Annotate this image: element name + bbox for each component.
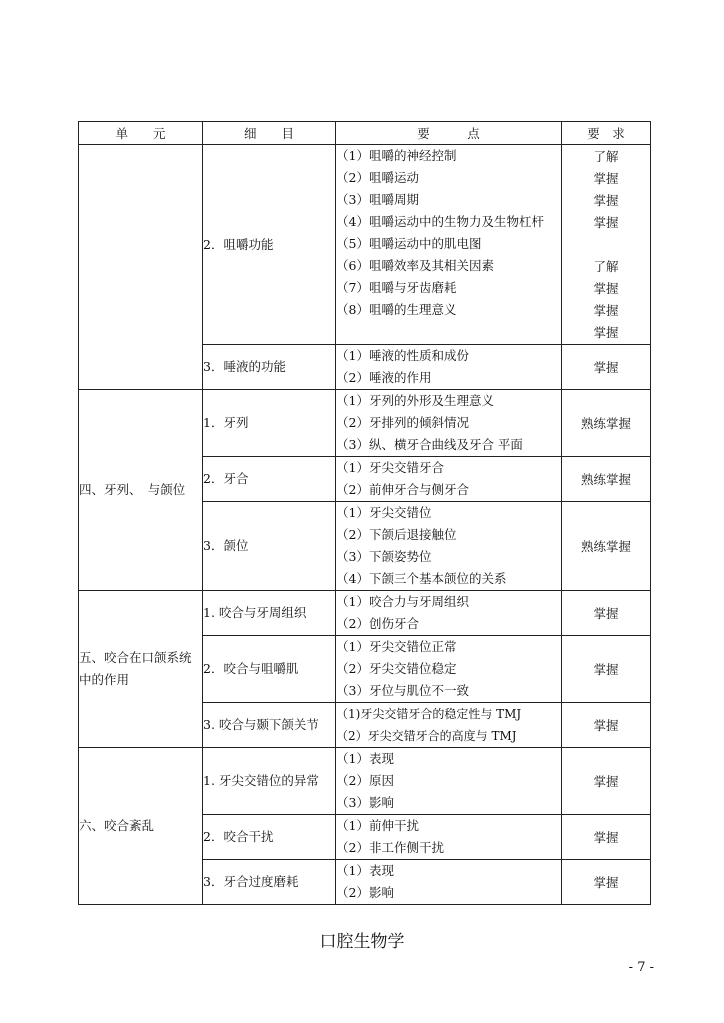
point-item: （2）牙尖交错位稳定 — [336, 661, 457, 676]
point-item: （1）牙列的外形及生理意义 — [336, 393, 494, 408]
requirement-cell: 掌握 — [562, 815, 651, 860]
point-item: （2）创伤牙合 — [336, 616, 419, 631]
requirement-cell — [562, 145, 651, 345]
subitem-cell: 2．咀嚼功能 — [203, 145, 336, 345]
subitem-cell: 1. 牙尖交错位的异常 — [203, 748, 336, 815]
point-item: （1）牙尖交错位正常 — [336, 639, 457, 654]
requirement-cell: 掌握 — [562, 860, 651, 905]
points-cell — [336, 145, 562, 345]
requirement-cell: 熟练掌握 — [562, 502, 651, 591]
points-cell — [336, 390, 562, 457]
table-row — [79, 591, 651, 636]
points-cell — [336, 502, 562, 591]
point-item: （6）咀嚼效率及其相关因素 — [336, 258, 494, 273]
table-row — [79, 145, 651, 345]
point-item: （1）咬合力与牙周组织 — [336, 594, 469, 609]
point-item: （4）咀嚼运动中的生物力及生物杠杆 — [336, 214, 544, 229]
point-item: （4）下颌三个基本颌位的关系 — [336, 571, 507, 586]
requirement-cell: 掌握 — [562, 636, 651, 703]
requirement-item: 掌握 — [593, 193, 619, 208]
syllabus-table — [78, 121, 651, 905]
point-item: （5）咀嚼运动中的肌电图 — [336, 236, 482, 251]
point-item: （3）咀嚼周期 — [336, 192, 419, 207]
requirement-item: 了解 — [593, 259, 619, 274]
point-item: （1)牙尖交错牙合的稳定性与 TMJ — [336, 707, 522, 721]
requirement-cell: 掌握 — [562, 703, 651, 748]
points-cell — [336, 815, 562, 860]
requirement-cell: 熟练掌握 — [562, 390, 651, 457]
unit-cell: 四、牙列、 与颌位 — [79, 390, 203, 591]
requirement-item: 了解 — [593, 149, 619, 164]
subitem-cell: 1. 咬合与牙周组织 — [203, 591, 336, 636]
requirement-item: 掌握 — [593, 281, 619, 296]
requirement-item: 掌握 — [593, 171, 619, 186]
subitem-cell: 3. 咬合与颞下颌关节 — [203, 703, 336, 748]
unit-cell — [79, 145, 203, 390]
point-item: （1）表现 — [336, 863, 394, 878]
unit-cell: 六、咬合紊乱 — [79, 748, 203, 905]
point-item: （1）牙尖交错牙合 — [336, 460, 444, 475]
requirement-cell: 掌握 — [562, 591, 651, 636]
requirement-item: 掌握 — [593, 303, 619, 318]
points-cell — [336, 860, 562, 905]
unit-cell: 五、咬合在口颌系统中的作用 — [79, 591, 203, 748]
point-item: （2）唾液的作用 — [336, 370, 432, 385]
point-item: （8）咀嚼的生理意义 — [336, 302, 457, 317]
point-item: （2）前伸牙合与侧牙合 — [336, 482, 469, 497]
section-title: 口腔生物学 — [319, 932, 405, 952]
points-cell — [336, 636, 562, 703]
subitem-cell: 2．咬合干扰 — [203, 815, 336, 860]
header-requirement: 要 求 — [562, 122, 651, 145]
subitem-cell: 3．颌位 — [203, 502, 336, 591]
point-item: （1）前伸干扰 — [336, 818, 419, 833]
point-item: （3）下颌姿势位 — [336, 549, 432, 564]
requirement-cell: 掌握 — [562, 345, 651, 390]
point-item: （2）原因 — [336, 773, 394, 788]
points-cell — [336, 591, 562, 636]
point-item: （1）牙尖交错位 — [336, 505, 432, 520]
point-item: （1）唾液的性质和成份 — [336, 348, 469, 363]
points-cell — [336, 748, 562, 815]
header-subitem: 细 目 — [203, 122, 336, 145]
requirement-cell: 掌握 — [562, 748, 651, 815]
table-header-row — [79, 122, 651, 145]
point-item: （2）牙排列的倾斜情况 — [336, 415, 469, 430]
point-item: （2）影响 — [336, 885, 394, 900]
table-row — [79, 748, 651, 815]
point-item: （2）咀嚼运动 — [336, 170, 419, 185]
points-cell — [336, 457, 562, 502]
point-item: （2）下颌后退接触位 — [336, 527, 457, 542]
subitem-cell: 3．唾液的功能 — [203, 345, 336, 390]
subitem-cell: 2．牙合 — [203, 457, 336, 502]
subitem-cell: 3．牙合过度磨耗 — [203, 860, 336, 905]
points-cell — [336, 345, 562, 390]
header-unit: 单 元 — [79, 122, 203, 145]
point-item: （1）表现 — [336, 751, 394, 766]
point-item: （2）牙尖交错牙合的高度与 TMJ — [336, 729, 517, 743]
point-item: （3）影响 — [336, 795, 394, 810]
requirement-item: 掌握 — [593, 325, 619, 340]
requirement-item: 掌握 — [593, 215, 619, 230]
point-item: （7）咀嚼与牙齿磨耗 — [336, 280, 457, 295]
point-item: （1）咀嚼的神经控制 — [336, 148, 457, 163]
point-item: （3）纵、横牙合曲线及牙合 平面 — [336, 437, 523, 452]
point-item: （3）牙位与肌位不一致 — [336, 683, 469, 698]
point-item: （2）非工作侧干扰 — [336, 840, 444, 855]
requirement-cell: 熟练掌握 — [562, 457, 651, 502]
page-number: - 7 - — [628, 960, 654, 975]
table-row — [79, 390, 651, 457]
subitem-cell: 1．牙列 — [203, 390, 336, 457]
subitem-cell: 2．咬合与咀嚼肌 — [203, 636, 336, 703]
header-points: 要 点 — [336, 122, 562, 145]
points-cell — [336, 703, 562, 748]
